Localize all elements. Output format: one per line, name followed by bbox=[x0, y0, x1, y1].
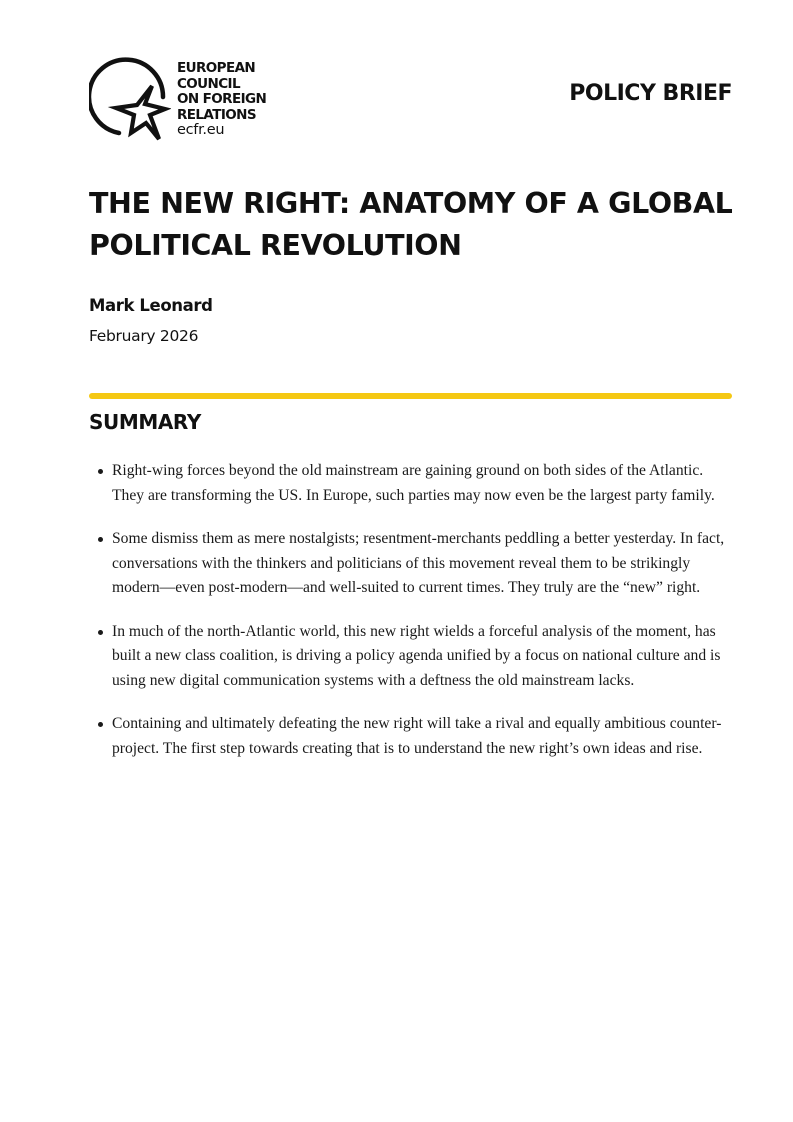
author-name: Mark Leonard bbox=[89, 296, 213, 315]
summary-item-text: In much of the north-Atlantic world, this new right wields a forceful analysis of the moment, has built a new class coalition, is driving a policy agenda unified by a focus on national culture and is using new digital communication systems with a deftness the old mainstream lacks. bbox=[112, 622, 721, 689]
summary-list bbox=[89, 459, 734, 780]
bullet-icon bbox=[98, 630, 103, 635]
summary-item bbox=[89, 527, 734, 601]
logo-line: RELATIONS bbox=[177, 106, 256, 123]
circle-star-icon bbox=[89, 53, 171, 145]
logo-wordmark bbox=[177, 61, 266, 139]
publication-date: February 2026 bbox=[89, 327, 199, 345]
summary-item bbox=[89, 712, 734, 761]
logo-line: EUROPEAN bbox=[177, 60, 256, 76]
logo-line: COUNCIL bbox=[177, 75, 240, 92]
summary-item bbox=[89, 459, 734, 508]
summary-item bbox=[89, 620, 734, 694]
logo-url: ecfr.eu bbox=[177, 122, 225, 139]
summary-heading: SUMMARY bbox=[89, 410, 201, 434]
logo-line: ON FOREIGN bbox=[177, 91, 267, 108]
bullet-icon bbox=[98, 537, 103, 542]
document-title: THE NEW RIGHT: ANATOMY OF A GLOBAL POLITICAL REVOLUTION bbox=[89, 187, 733, 262]
section-divider bbox=[89, 393, 732, 399]
summary-item-text: Containing and ultimately defeating the new right will take a rival and equally ambitious counter-project. The first step towards creating that is to understand the new right’s own ideas and rise. bbox=[112, 715, 722, 757]
bullet-icon bbox=[98, 722, 103, 727]
document-type-label: POLICY BRIEF bbox=[569, 81, 732, 106]
summary-item-text: Right-wing forces beyond the old mainstream are gaining ground on both sides of the Atlantic. They are transforming the US. In Europe, such parties may now even be the largest party family. bbox=[112, 462, 715, 504]
bullet-icon bbox=[98, 469, 103, 474]
summary-item-text: Some dismiss them as mere nostalgists; resentment-merchants peddling a better yesterday. In fact, conversations with the thinkers and politicians of this movement reveal them to be strikingly modern—even post-modern—and well-suited to current times. They truly are the “new” right. bbox=[112, 529, 725, 597]
ecfr-logo bbox=[89, 53, 289, 145]
